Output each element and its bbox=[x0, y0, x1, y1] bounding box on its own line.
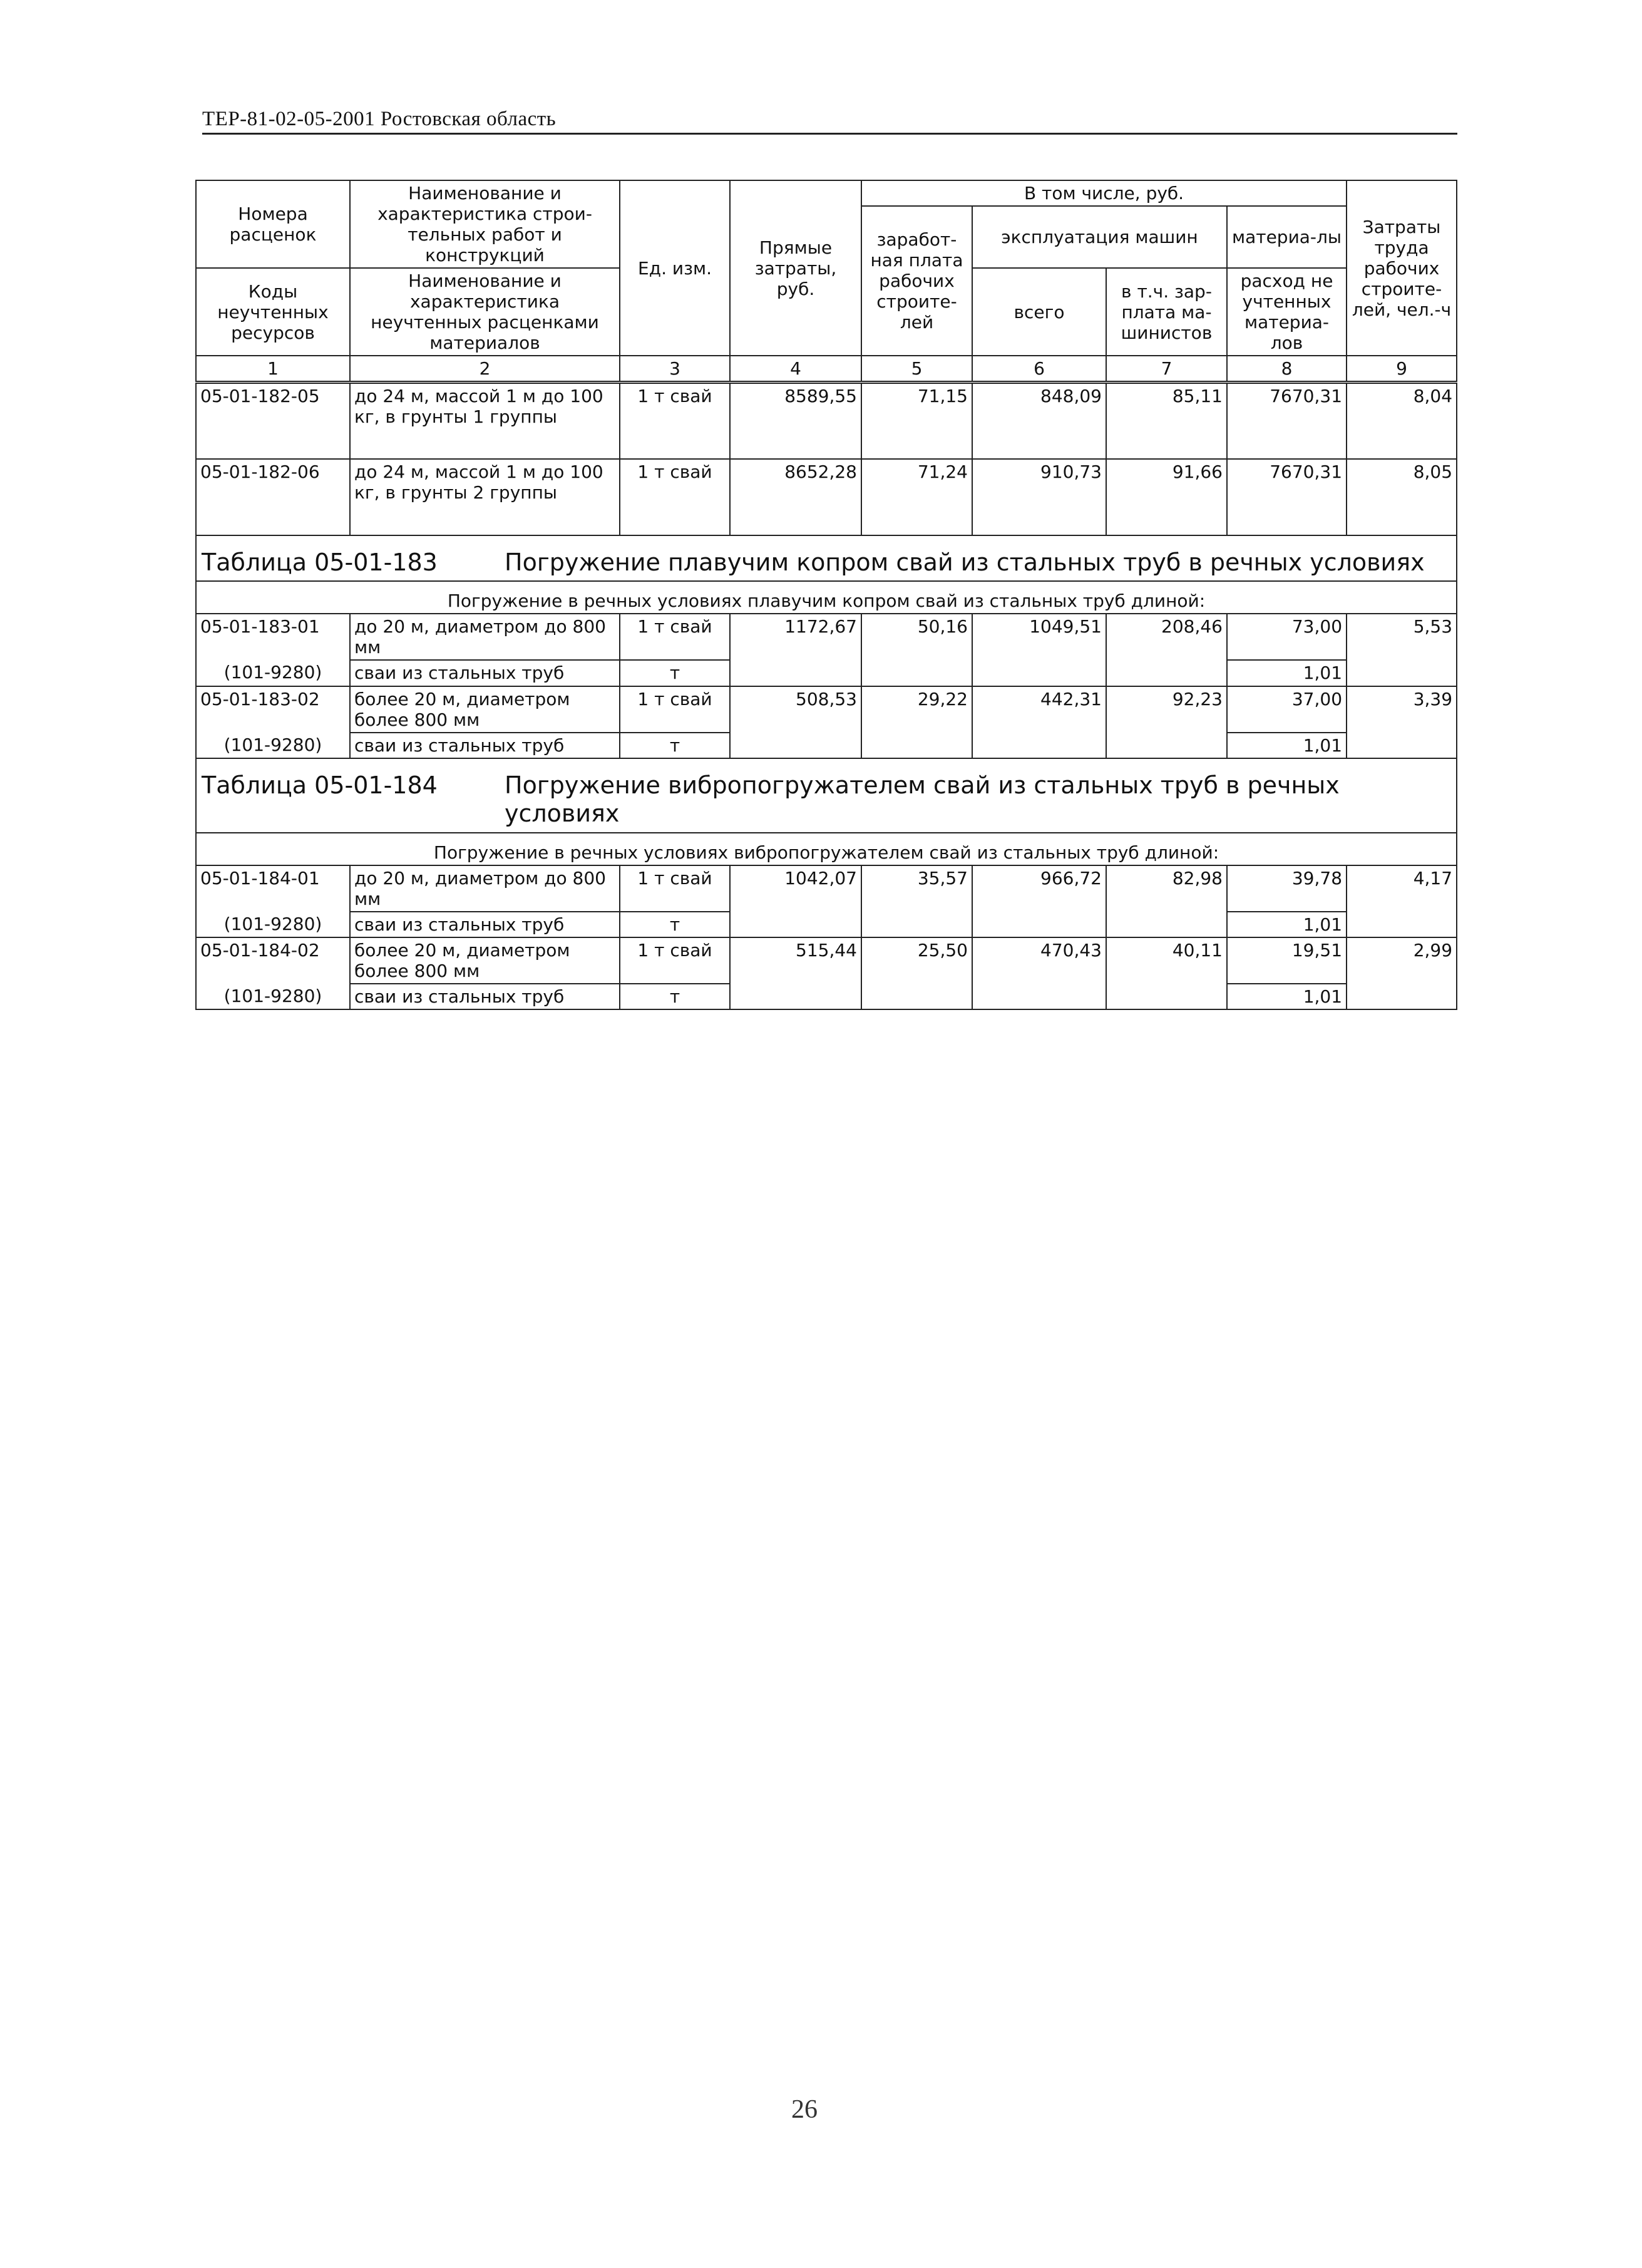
machines-total: 966,72 bbox=[972, 865, 1106, 912]
empty-cell bbox=[1347, 912, 1457, 937]
empty-cell bbox=[1347, 984, 1457, 1009]
empty-cell bbox=[972, 733, 1106, 758]
direct-costs: 1172,67 bbox=[730, 614, 861, 660]
rate-unit: 1 т свай bbox=[620, 614, 730, 660]
resource-row bbox=[196, 660, 1457, 686]
table-row bbox=[196, 383, 1457, 459]
rate-unit: 1 т свай bbox=[620, 383, 730, 459]
rate-name: до 24 м, массой 1 м до 100 кг, в грунты 2 группы bbox=[350, 459, 620, 535]
machines-total: 910,73 bbox=[972, 459, 1106, 535]
rate-code: 05-01-184-01 bbox=[196, 865, 350, 912]
column-numbers-row bbox=[196, 356, 1457, 383]
column-number: 4 bbox=[730, 356, 861, 383]
labor: 8,05 bbox=[1347, 459, 1457, 535]
col-header-direct: Прямые затраты, руб. bbox=[730, 180, 861, 356]
column-number: 3 bbox=[620, 356, 730, 383]
materials: 37,00 bbox=[1227, 686, 1347, 733]
resource-code: (101-9280) bbox=[196, 733, 350, 758]
table-title bbox=[196, 758, 1457, 833]
rate-name: более 20 м, диаметром более 800 мм bbox=[350, 937, 620, 984]
col-header-including: В том числе, руб. bbox=[861, 180, 1347, 206]
col-header-name: Наименование и характеристика строи-тельных работ и конструкций bbox=[350, 180, 620, 268]
col-header-resource-name: Наименование и характеристика неучтенных расценками материалов bbox=[350, 268, 620, 356]
rate-unit: 1 т свай bbox=[620, 865, 730, 912]
wage: 50,16 bbox=[861, 614, 972, 660]
empty-cell bbox=[1347, 733, 1457, 758]
wage: 71,15 bbox=[861, 383, 972, 459]
col-header-codes: Номера расценок bbox=[196, 180, 350, 268]
empty-cell bbox=[730, 912, 861, 937]
machines-total: 1049,51 bbox=[972, 614, 1106, 660]
rate-unit: 1 т свай bbox=[620, 459, 730, 535]
resource-quantity: 1,01 bbox=[1227, 912, 1347, 937]
empty-cell bbox=[730, 660, 861, 686]
empty-cell bbox=[861, 733, 972, 758]
wage: 71,24 bbox=[861, 459, 972, 535]
rate-name: более 20 м, диаметром более 800 мм bbox=[350, 686, 620, 733]
labor: 5,53 bbox=[1347, 614, 1457, 660]
column-number: 9 bbox=[1347, 356, 1457, 383]
col-header-resource-codes: Коды неучтенных ресурсов bbox=[196, 268, 350, 356]
column-number: 7 bbox=[1106, 356, 1227, 383]
empty-cell bbox=[1106, 984, 1227, 1009]
materials: 7670,31 bbox=[1227, 383, 1347, 459]
table-row bbox=[196, 614, 1457, 660]
col-header-unit: Ед. изм. bbox=[620, 180, 730, 356]
materials: 39,78 bbox=[1227, 865, 1347, 912]
col-header-machines: эксплуатация машин bbox=[972, 206, 1227, 268]
machinist-wage: 208,46 bbox=[1106, 614, 1227, 660]
labor: 3,39 bbox=[1347, 686, 1457, 733]
direct-costs: 515,44 bbox=[730, 937, 861, 984]
labor: 4,17 bbox=[1347, 865, 1457, 912]
empty-cell bbox=[730, 733, 861, 758]
direct-costs: 1042,07 bbox=[730, 865, 861, 912]
empty-cell bbox=[1347, 660, 1457, 686]
resource-row bbox=[196, 984, 1457, 1009]
column-number: 2 bbox=[350, 356, 620, 383]
table-title-row bbox=[196, 535, 1457, 582]
empty-cell bbox=[1106, 733, 1227, 758]
empty-cell bbox=[972, 984, 1106, 1009]
resource-name: сваи из стальных труб bbox=[350, 984, 620, 1009]
resource-code: (101-9280) bbox=[196, 912, 350, 937]
resource-quantity: 1,01 bbox=[1227, 660, 1347, 686]
rate-name: до 20 м, диаметром до 800 мм bbox=[350, 614, 620, 660]
empty-cell bbox=[1106, 912, 1227, 937]
direct-costs: 8589,55 bbox=[730, 383, 861, 459]
rate-unit: 1 т свай bbox=[620, 686, 730, 733]
resource-quantity: 1,01 bbox=[1227, 984, 1347, 1009]
labor: 8,04 bbox=[1347, 383, 1457, 459]
col-header-materials: материа-лы bbox=[1227, 206, 1347, 268]
machinist-wage: 92,23 bbox=[1106, 686, 1227, 733]
resource-quantity: 1,01 bbox=[1227, 733, 1347, 758]
table-title bbox=[196, 535, 1457, 582]
table-row bbox=[196, 459, 1457, 535]
empty-cell bbox=[861, 984, 972, 1009]
resource-unit: т bbox=[620, 984, 730, 1009]
empty-cell bbox=[730, 984, 861, 1009]
column-number: 1 bbox=[196, 356, 350, 383]
column-number: 6 bbox=[972, 356, 1106, 383]
page-number: 26 bbox=[791, 2095, 818, 2124]
empty-cell bbox=[1106, 660, 1227, 686]
table-row bbox=[196, 865, 1457, 912]
machinist-wage: 91,66 bbox=[1106, 459, 1227, 535]
machines-total: 442,31 bbox=[972, 686, 1106, 733]
wage: 29,22 bbox=[861, 686, 972, 733]
group-heading: Погружение в речных условиях плавучим копром свай из стальных труб длиной: bbox=[196, 581, 1457, 614]
table-title-row bbox=[196, 758, 1457, 833]
resource-row bbox=[196, 912, 1457, 937]
materials: 7670,31 bbox=[1227, 459, 1347, 535]
table-name: Погружение вибропогружателем свай из стальных труб в речных условиях bbox=[505, 771, 1340, 828]
rates-table bbox=[195, 180, 1457, 1010]
group-row bbox=[196, 581, 1457, 614]
rate-code: 05-01-184-02 bbox=[196, 937, 350, 984]
col-header-labor: Затраты труда рабочих строите-лей, чел.-ч bbox=[1347, 180, 1457, 356]
rate-code: 05-01-183-01 bbox=[196, 614, 350, 660]
group-heading: Погружение в речных условиях вибропогружателем свай из стальных труб длиной: bbox=[196, 833, 1457, 865]
machinist-wage: 40,11 bbox=[1106, 937, 1227, 984]
page-header: ТЕР-81-02-05-2001 Ростовская область bbox=[202, 105, 1457, 135]
resource-row bbox=[196, 733, 1457, 758]
materials: 19,51 bbox=[1227, 937, 1347, 984]
empty-cell bbox=[861, 660, 972, 686]
resource-unit: т bbox=[620, 733, 730, 758]
table-row bbox=[196, 937, 1457, 984]
rate-code: 05-01-182-05 bbox=[196, 383, 350, 459]
column-number: 8 bbox=[1227, 356, 1347, 383]
column-number: 5 bbox=[861, 356, 972, 383]
rate-name: до 24 м, массой 1 м до 100 кг, в грунты 1 группы bbox=[350, 383, 620, 459]
resource-unit: т bbox=[620, 912, 730, 937]
machines-total: 848,09 bbox=[972, 383, 1106, 459]
col-header-machines-total: всего bbox=[972, 268, 1106, 356]
machinist-wage: 82,98 bbox=[1106, 865, 1227, 912]
col-header-unaccounted-materials: расход не учтенных материа-лов bbox=[1227, 268, 1347, 356]
rate-name: до 20 м, диаметром до 800 мм bbox=[350, 865, 620, 912]
table-row bbox=[196, 686, 1457, 733]
direct-costs: 8652,28 bbox=[730, 459, 861, 535]
machines-total: 470,43 bbox=[972, 937, 1106, 984]
wage: 25,50 bbox=[861, 937, 972, 984]
direct-costs: 508,53 bbox=[730, 686, 861, 733]
empty-cell bbox=[861, 912, 972, 937]
materials: 73,00 bbox=[1227, 614, 1347, 660]
empty-cell bbox=[972, 660, 1106, 686]
wage: 35,57 bbox=[861, 865, 972, 912]
resource-unit: т bbox=[620, 660, 730, 686]
rate-code: 05-01-182-06 bbox=[196, 459, 350, 535]
resource-code: (101-9280) bbox=[196, 660, 350, 686]
resource-name: сваи из стальных труб bbox=[350, 733, 620, 758]
rate-code: 05-01-183-02 bbox=[196, 686, 350, 733]
resource-code: (101-9280) bbox=[196, 984, 350, 1009]
col-header-machinist-wage: в т.ч. зар-плата ма-шинистов bbox=[1106, 268, 1227, 356]
empty-cell bbox=[972, 912, 1106, 937]
col-header-wage: заработ-ная плата рабочих строите-лей bbox=[861, 206, 972, 356]
resource-name: сваи из стальных труб bbox=[350, 660, 620, 686]
table-code: Таблица 05-01-183 bbox=[202, 548, 438, 576]
labor: 2,99 bbox=[1347, 937, 1457, 984]
resource-name: сваи из стальных труб bbox=[350, 912, 620, 937]
table-name: Погружение плавучим копром свай из стальных труб в речных условиях bbox=[505, 548, 1425, 576]
group-row bbox=[196, 833, 1457, 865]
machinist-wage: 85,11 bbox=[1106, 383, 1227, 459]
rate-unit: 1 т свай bbox=[620, 937, 730, 984]
table-code: Таблица 05-01-184 bbox=[202, 771, 438, 799]
